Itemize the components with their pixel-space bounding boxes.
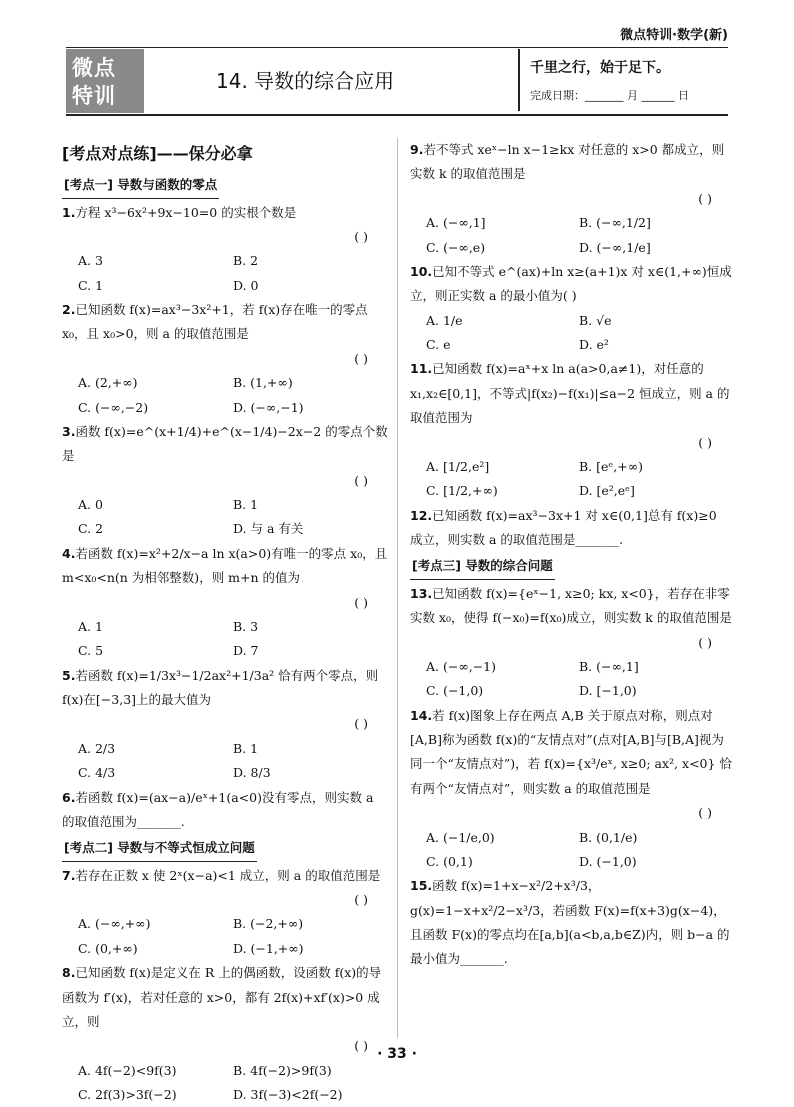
question-stem: 若函数 f(x)=(ax−a)/eˣ+1(a<0)没有零点，则实数 a 的取值范围为_______. bbox=[62, 789, 374, 829]
question bbox=[62, 201, 388, 299]
question bbox=[62, 298, 388, 420]
question-number: 4. bbox=[62, 545, 76, 561]
option: C. 2 bbox=[78, 521, 104, 537]
question-stem: 若 f(x)图象上存在两点 A,B 关于原点对称，则点对[A,B]称为函数 f(x)的“友情点对”(点对[A,B]与[B,A]视为同一个“友情点对”)，若 f(x)={x³/eˣ, x≥0; ax², x<0} 恰有两个“友情点对”，则实数 a 的取值范围是 bbox=[410, 707, 732, 796]
option: A. (−∞,1] bbox=[426, 215, 486, 231]
question-number: 6. bbox=[62, 789, 76, 805]
option: B. [eᵉ,+∞) bbox=[579, 458, 643, 474]
option: A. (−1/e,0) bbox=[426, 829, 495, 845]
question-stem: 已知函数 f(x)=ax³−3x+1 对 x∈(0,1]总有 f(x)≥0 成立，则实数 a 的取值范围是_______. bbox=[410, 507, 717, 547]
option: A. 0 bbox=[78, 497, 103, 513]
lesson-header bbox=[66, 49, 728, 113]
header-rule-bottom bbox=[66, 114, 728, 116]
question bbox=[62, 786, 388, 835]
option: D. (−∞,1/e] bbox=[579, 239, 651, 255]
option: D. 与 a 有关 bbox=[233, 521, 304, 537]
question-stem: 若函数 f(x)=x²+2/x−a ln x(a>0)有唯一的零点 x₀，且 m<x₀<n(n 为相邻整数)，则 m+n 的值为 bbox=[62, 545, 388, 586]
page-number: · 33 · bbox=[377, 1046, 417, 1062]
point-heading: [考点二] 导数与不等式恒成立问题 bbox=[62, 836, 257, 861]
option: C. 5 bbox=[78, 643, 104, 659]
answer-paren: ( ) bbox=[698, 190, 712, 206]
option: A. 1 bbox=[78, 618, 103, 634]
option: D. [−1,0) bbox=[579, 683, 637, 699]
badge-top: 微点 bbox=[72, 56, 116, 80]
answer-paren: ( ) bbox=[354, 1038, 368, 1054]
question-stem: 已知函数 f(x)是定义在 R 上的偶函数，设函数 f(x)的导函数为 f′(x)，若对任意的 x>0，都有 2f(x)+xf′(x)>0 成立，则 bbox=[62, 965, 382, 1029]
question-number: 12. bbox=[410, 507, 433, 523]
question-stem: 方程 x³−6x²+9x−10=0 的实根个数是 bbox=[75, 204, 297, 220]
option: B. 4f(−2)>9f(3) bbox=[233, 1062, 332, 1078]
option: B. 3 bbox=[233, 618, 259, 634]
question-number: 10. bbox=[410, 263, 433, 279]
point-heading: [考点一] 导数与函数的零点 bbox=[62, 173, 219, 198]
question-stem: 已知函数 f(x)={eˣ−1, x≥0; kx, x<0}，若存在非零实数 x₀，使得 f(−x₀)=f(x₀)成立，则实数 k 的取值范围是 bbox=[410, 585, 732, 626]
question bbox=[62, 420, 388, 542]
question bbox=[410, 874, 732, 972]
option: D. 3f(−3)<2f(−2) bbox=[233, 1087, 343, 1103]
question-number: 14. bbox=[410, 707, 433, 723]
question-number: 13. bbox=[410, 585, 433, 601]
column-divider bbox=[397, 138, 398, 1038]
question-stem: 若存在正数 x 使 2ˣ(x−a)<1 成立，则 a 的取值范围是 bbox=[75, 867, 381, 883]
option: B. (−∞,1] bbox=[579, 658, 639, 674]
date-field: 完成日期：_______ 月 ______ 日 bbox=[530, 89, 689, 102]
question bbox=[410, 357, 732, 503]
option: A. 4f(−2)<9f(3) bbox=[78, 1062, 177, 1078]
question-stem: 若不等式 xeˣ−ln x−1≥kx 对任意的 x>0 都成立，则实数 k 的取值范围是 bbox=[410, 142, 725, 182]
option: D. 7 bbox=[233, 643, 259, 659]
option: A. [1/2,e²] bbox=[426, 458, 490, 474]
option: C. (0,1) bbox=[426, 853, 473, 869]
answer-paren: ( ) bbox=[354, 594, 368, 610]
question bbox=[62, 864, 388, 962]
badge bbox=[66, 49, 144, 113]
option: A. 2/3 bbox=[78, 740, 116, 756]
question bbox=[62, 961, 388, 1107]
option: D. (−1,0) bbox=[579, 853, 637, 869]
question-number: 1. bbox=[62, 204, 76, 220]
badge-bottom: 特训 bbox=[72, 84, 116, 108]
question-number: 8. bbox=[62, 965, 76, 981]
question-stem: 若函数 f(x)=1/3x³−1/2ax²+1/3a² 恰有两个零点，则 f(x)在[−3,3]上的最大值为 bbox=[62, 667, 379, 708]
question-number: 11. bbox=[410, 361, 433, 377]
option: D. [e²,eᵉ] bbox=[579, 483, 635, 499]
point-heading: [考点三] 导数的综合问题 bbox=[410, 554, 555, 579]
answer-paren: ( ) bbox=[354, 228, 368, 244]
question-stem: 已知函数 f(x)=ax³−3x²+1，若 f(x)存在唯一的零点 x₀，且 x₀>0，则 a 的取值范围是 bbox=[62, 302, 368, 342]
left-column bbox=[62, 138, 388, 1107]
question-number: 5. bbox=[62, 667, 76, 683]
option: C. 1 bbox=[78, 277, 104, 293]
topic-title: 14. 导数的综合应用 bbox=[216, 69, 395, 93]
option: B. (−2,+∞) bbox=[233, 916, 304, 932]
option: D. 8/3 bbox=[233, 765, 271, 781]
option: B. (0,1/e) bbox=[579, 829, 638, 845]
option: D. 0 bbox=[233, 277, 259, 293]
header-rule bbox=[66, 47, 728, 48]
option: A. (−∞,−1) bbox=[426, 658, 497, 674]
question bbox=[410, 504, 732, 553]
motto-box bbox=[518, 49, 728, 111]
option: C. e bbox=[426, 337, 451, 352]
option: D. (−1,+∞) bbox=[233, 940, 304, 956]
option: B. √e bbox=[579, 312, 612, 328]
answer-paren: ( ) bbox=[354, 472, 368, 488]
option: B. 1 bbox=[233, 740, 259, 756]
section-title: [考点对点练]——保分必拿 bbox=[62, 144, 253, 163]
option: B. 2 bbox=[233, 253, 259, 269]
right-column bbox=[410, 138, 732, 972]
question bbox=[410, 260, 732, 358]
option: A. (−∞,+∞) bbox=[78, 916, 151, 932]
question bbox=[62, 542, 388, 664]
option: A. (2,+∞) bbox=[78, 375, 138, 391]
series-title: 微点特训·数学(新) bbox=[620, 28, 728, 43]
option: B. 1 bbox=[233, 497, 259, 513]
question-number: 15. bbox=[410, 878, 433, 894]
option: C. (−1,0) bbox=[426, 683, 484, 699]
answer-paren: ( ) bbox=[698, 805, 712, 821]
option: C. [1/2,+∞) bbox=[426, 483, 498, 499]
motto: 千里之行，始于足下。 bbox=[530, 60, 670, 76]
question-number: 7. bbox=[62, 867, 76, 883]
option: B. (1,+∞) bbox=[233, 375, 293, 391]
question-stem: 已知函数 f(x)=aˣ+x ln a(a>0,a≠1)，对任意的 x₁,x₂∈[0,1]，不等式|f(x₂)−f(x₁)|≤a−2 恒成立，则 a 的取值范围为 bbox=[410, 361, 730, 426]
option: C. (0,+∞) bbox=[78, 940, 138, 956]
option: A. 3 bbox=[78, 253, 103, 269]
option: D. e² bbox=[579, 337, 609, 352]
question bbox=[410, 138, 732, 260]
answer-paren: ( ) bbox=[354, 350, 368, 366]
question-number: 3. bbox=[62, 423, 76, 439]
question-stem: 函数 f(x)=1+x−x²/2+x³/3，g(x)=1−x+x²/2−x³/3，若函数 F(x)=f(x+3)g(x−4)，且函数 F(x)的零点均在[a,b](a<b,a,b∈Z)内，则 b−a 的最小值为_______. bbox=[410, 878, 730, 967]
option: C. (−∞,−2) bbox=[78, 399, 149, 415]
answer-paren: ( ) bbox=[354, 716, 368, 732]
option: D. (−∞,−1) bbox=[233, 399, 304, 415]
option: C. 4/3 bbox=[78, 765, 116, 781]
option: B. (−∞,1/2] bbox=[579, 215, 651, 231]
option: C. 2f(3)>3f(−2) bbox=[78, 1087, 177, 1103]
question-number: 2. bbox=[62, 302, 76, 318]
answer-paren: ( ) bbox=[354, 892, 368, 908]
question bbox=[410, 704, 732, 875]
answer-paren: ( ) bbox=[698, 434, 712, 450]
question bbox=[62, 664, 388, 786]
answer-paren: ( ) bbox=[698, 634, 712, 650]
option: A. 1/e bbox=[426, 312, 463, 328]
question-number: 9. bbox=[410, 142, 424, 157]
question-stem: 函数 f(x)=e^(x+1/4)+e^(x−1/4)−2x−2 的零点个数是 bbox=[62, 423, 388, 464]
question bbox=[410, 582, 732, 704]
question-stem: 已知不等式 e^(ax)+ln x≥(a+1)x 对 x∈(1,+∞)恒成立，则正实数 a 的最小值为( ) bbox=[410, 263, 732, 304]
option: C. (−∞,e) bbox=[426, 239, 486, 255]
